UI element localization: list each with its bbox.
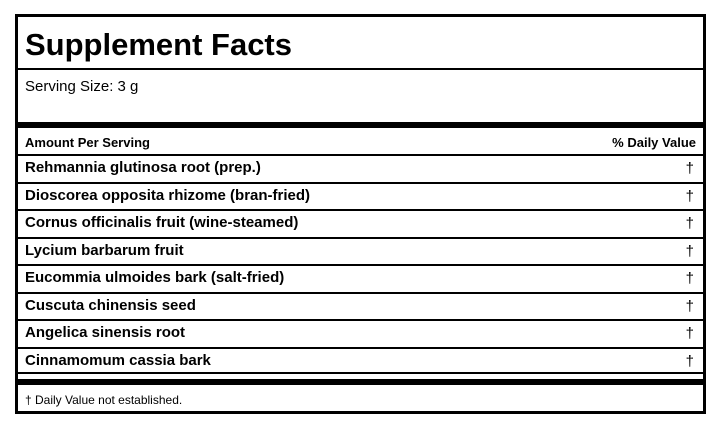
- ingredient-list: [18, 156, 703, 376]
- serving-size: Serving Size: 3 g: [25, 78, 139, 95]
- list-end-divider: [18, 372, 703, 374]
- serving-divider: [18, 122, 703, 128]
- daily-value-header: % Daily Value: [612, 135, 696, 150]
- ingredient-name: Lycium barbarum fruit: [25, 241, 184, 259]
- ingredient-row: [18, 211, 703, 239]
- daily-value-mark: †: [685, 160, 694, 177]
- daily-value-mark: †: [685, 325, 694, 342]
- panel-title: Supplement Facts: [25, 27, 292, 62]
- ingredient-row: [18, 266, 703, 294]
- ingredient-name: Rehmannia glutinosa root (prep.): [25, 159, 261, 176]
- ingredient-name: Eucommia ulmoides bark (salt-fried): [25, 269, 285, 286]
- ingredient-row: [18, 321, 703, 349]
- ingredient-row: [18, 239, 703, 267]
- footnote-divider: [18, 379, 703, 385]
- ingredient-name: Cornus officinalis fruit (wine-steamed): [25, 214, 299, 231]
- supplement-facts-panel: [15, 14, 706, 414]
- ingredient-name: Dioscorea opposita rhizome (bran-fried): [25, 186, 311, 204]
- ingredient-row: [18, 156, 703, 184]
- amount-header-row: [18, 129, 703, 156]
- ingredient-name: Angelica sinensis root: [25, 324, 186, 341]
- daily-value-mark: †: [685, 187, 694, 205]
- daily-value-mark: †: [685, 215, 694, 232]
- amount-per-serving-label: Amount Per Serving: [25, 135, 150, 150]
- daily-value-mark: †: [685, 352, 694, 370]
- ingredient-name: Cuscuta chinensis seed: [25, 296, 196, 314]
- title-divider: [18, 68, 703, 70]
- ingredient-name: Cinnamomum cassia bark: [25, 351, 211, 369]
- daily-value-mark: †: [685, 270, 694, 287]
- daily-value-mark: †: [685, 297, 694, 315]
- ingredient-row: [18, 294, 703, 322]
- footnote: † Daily Value not established.: [25, 393, 183, 407]
- daily-value-mark: †: [685, 242, 694, 260]
- ingredient-row: [18, 184, 703, 212]
